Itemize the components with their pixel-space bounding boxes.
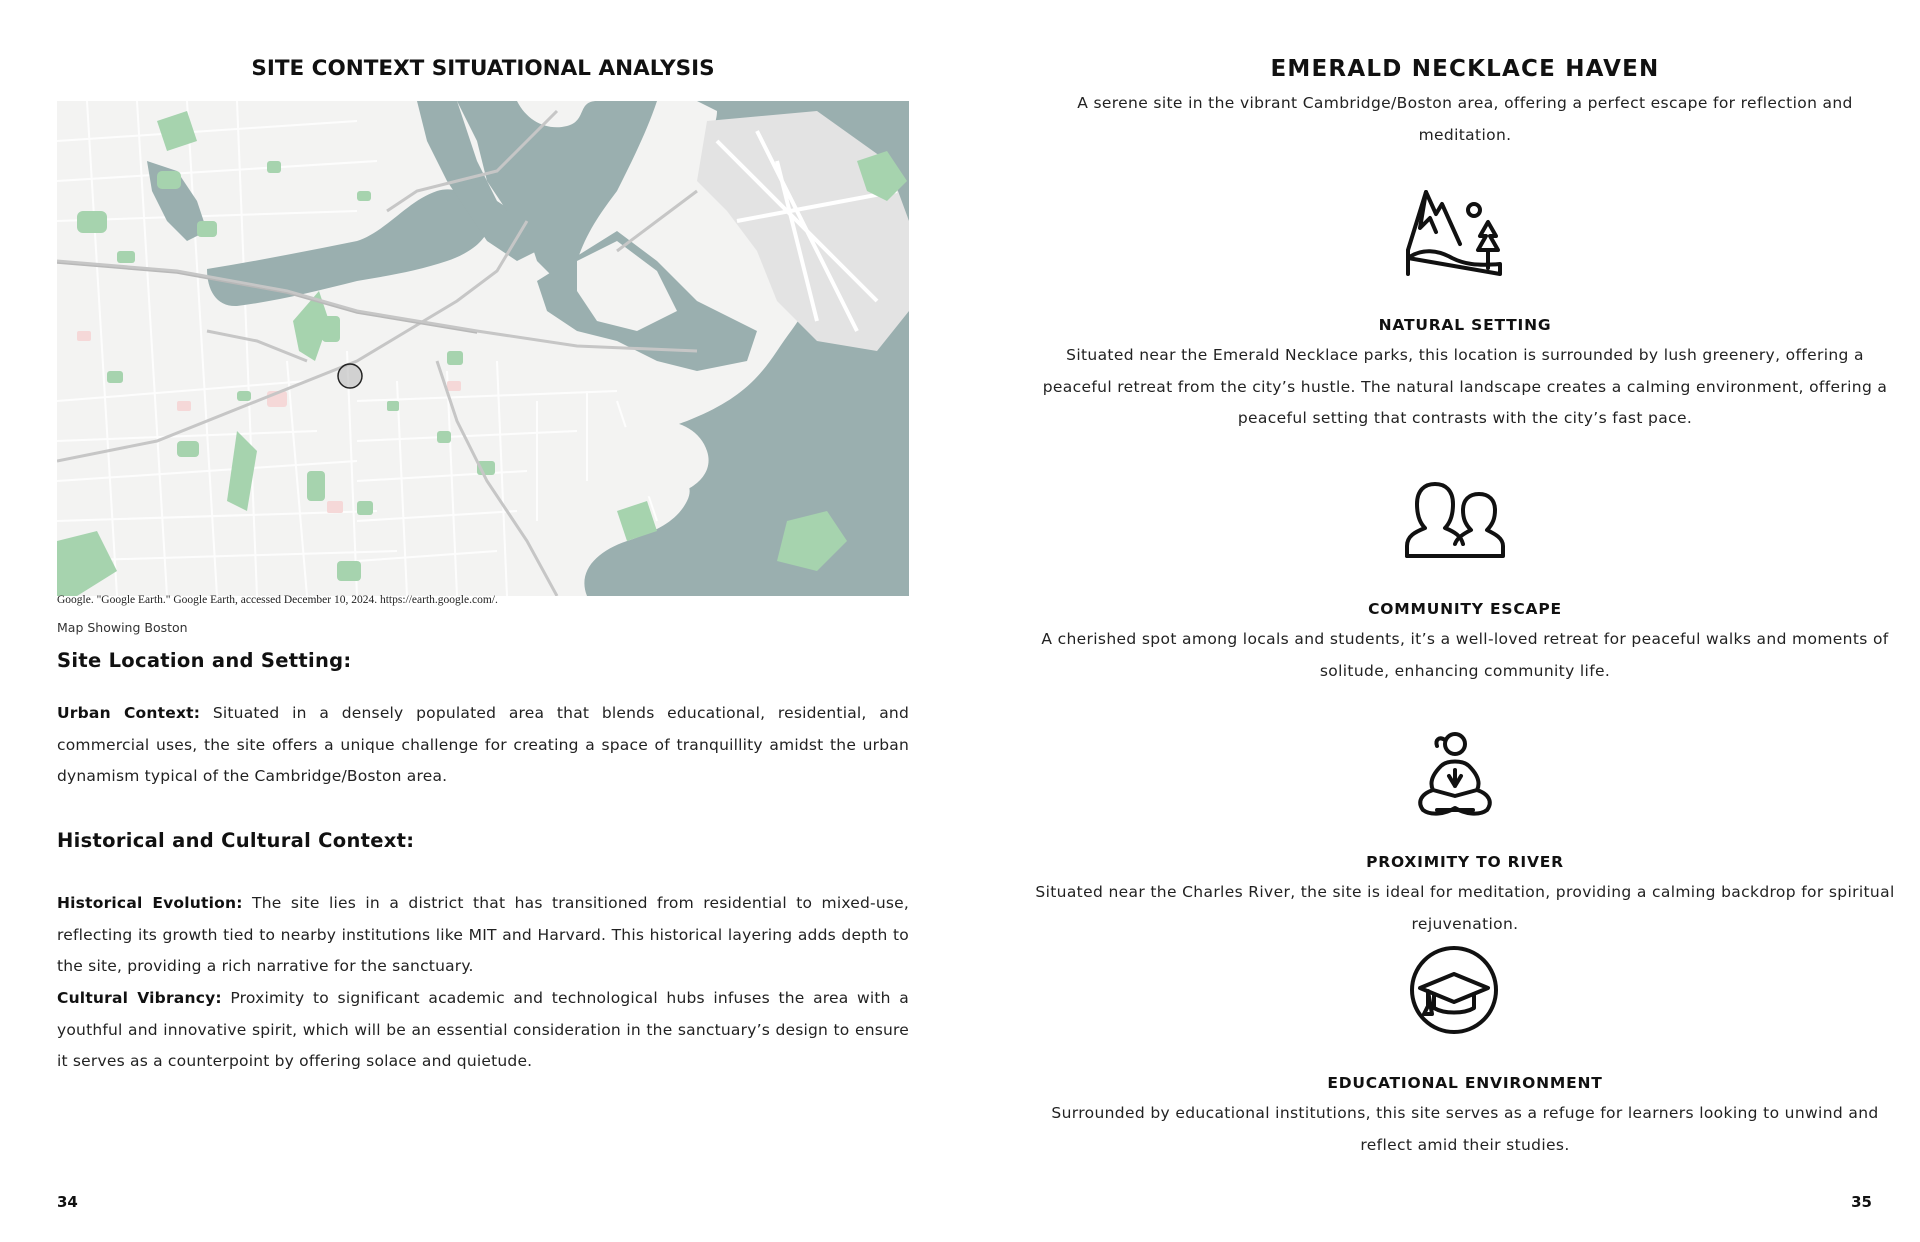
feature-title-natural-setting: NATURAL SETTING (1378, 316, 1552, 334)
meditation-icon (1415, 730, 1495, 824)
cultural-vibrancy-paragraph (57, 983, 909, 1078)
historical-evolution-text: The site lies in a district that has transitioned from residential to mixed-use, reflecting its growth tied to nearby institutions like MIT and Harvard. This historical layering adds depth to the site, providing a rich narrative for the sanctuary. (57, 894, 909, 975)
feature-title-educational-environment: EDUCATIONAL ENVIRONMENT (1327, 1074, 1603, 1092)
urban-context-label: Urban Context: (57, 704, 201, 722)
page-title: SITE CONTEXT SITUATIONAL ANALYSIS (251, 56, 715, 81)
map-caption: Map Showing Boston (57, 620, 188, 635)
feature-text-community-escape: A cherished spot among locals and students, it’s a well-loved retreat for peaceful walks and moments of solitude, enhancing community life. (1041, 630, 1889, 680)
page-title: EMERALD NECKLACE HAVEN (1270, 56, 1660, 82)
boston-map (57, 101, 909, 596)
cultural-vibrancy-label: Cultural Vibrancy: (57, 989, 222, 1007)
historical-evolution-label: Historical Evolution: (57, 894, 243, 912)
graduation-cap-icon (1408, 944, 1500, 1040)
feature-text-proximity-to-river: Situated near the Charles River, the site is ideal for meditation, providing a calming backdrop for spiritual rejuvenation. (1035, 883, 1895, 933)
people-icon (1403, 480, 1507, 564)
section-heading-site-location: Site Location and Setting: (57, 649, 352, 672)
historical-evolution-paragraph (57, 888, 909, 983)
map-credit: Google. "Google Earth." Google Earth, accessed December 10, 2024. https://earth.google.com/. (57, 594, 498, 606)
page-number-left: 34 (57, 1193, 78, 1211)
feature-text-natural-setting: Situated near the Emerald Necklace parks, this location is surrounded by lush greenery, offering a peaceful retreat from the city’s hustle. The natural landscape creates a calming environment, offering a peaceful setting that contrasts with the city’s fast pace. (1042, 346, 1888, 427)
section-heading-historical-cultural: Historical and Cultural Context: (57, 829, 415, 852)
mountain-landscape-icon (1402, 188, 1506, 282)
urban-context-paragraph (57, 698, 909, 793)
feature-title-community-escape: COMMUNITY ESCAPE (1368, 600, 1562, 618)
feature-title-proximity-to-river: PROXIMITY TO RIVER (1366, 853, 1564, 871)
cultural-vibrancy-text: Proximity to significant academic and technological hubs infuses the area with a youthful and innovative spirit, which will be an essential consideration in the sanctuary’s design to ensure it serves as a counterpoint by offering solace and quietude. (57, 989, 909, 1070)
feature-text-educational-environment: Surrounded by educational institutions, this site serves as a refuge for learners looking to unwind and reflect amid their studies. (1051, 1104, 1879, 1154)
page-number-right: 35 (1851, 1193, 1872, 1211)
urban-context-text: Situated in a densely populated area that blends educational, residential, and commercial uses, the site offers a unique challenge for creating a space of tranquillity amidst the urban dynamism typical of the Cambridge/Boston area. (57, 704, 909, 785)
intro-text: A serene site in the vibrant Cambridge/Boston area, offering a perfect escape for reflection and meditation. (1077, 94, 1853, 144)
